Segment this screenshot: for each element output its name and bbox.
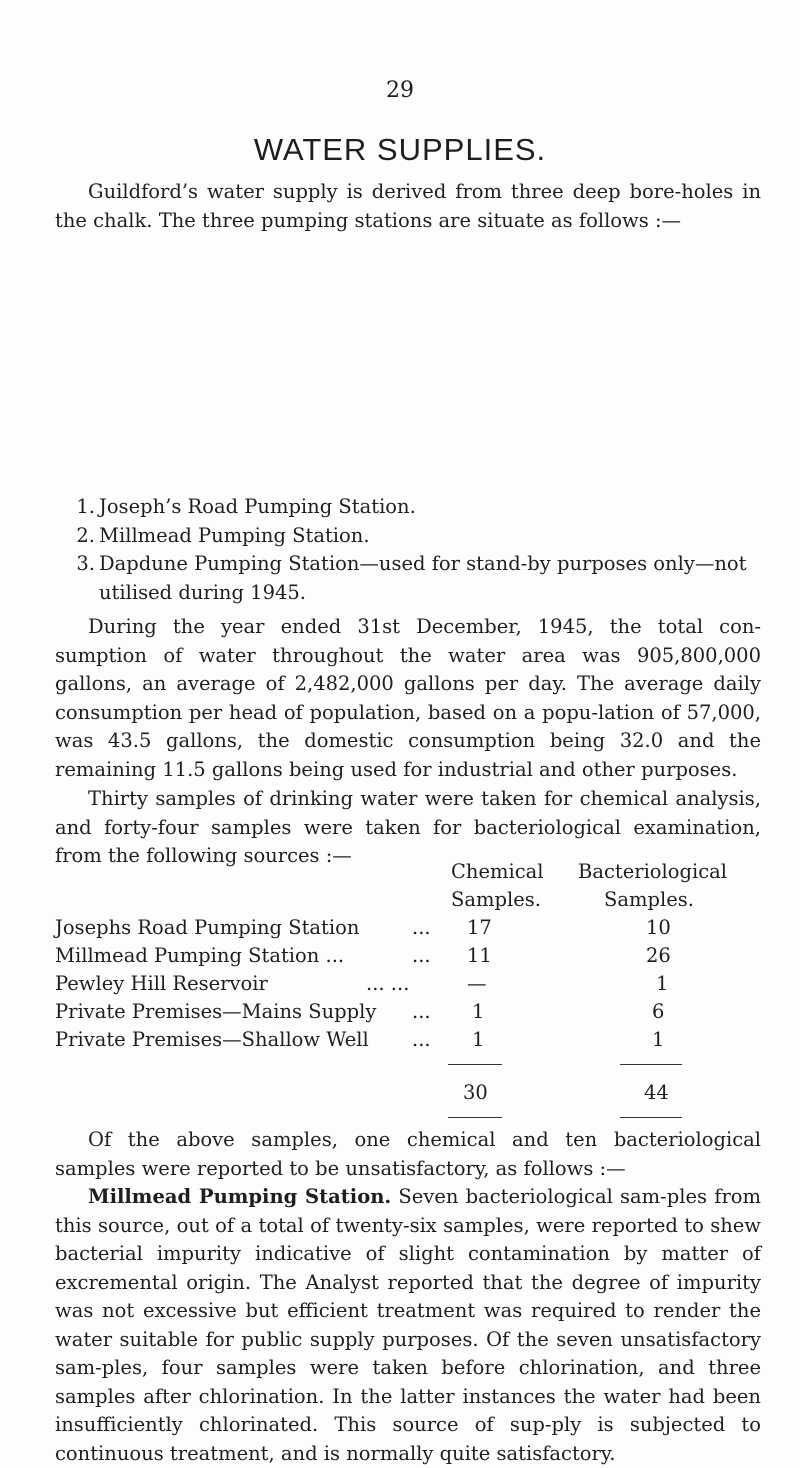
row-source: Pewley Hill Reservoir [55,972,268,995]
row-leader-dots: ... [412,1000,431,1023]
row-chemical-value: 17 [467,916,492,939]
row-bacteriological-value: 6 [652,1000,665,1023]
row-source: Josephs Road Pumping Station [55,916,360,939]
samples-intro-paragraph: Thirty samples of drinking water were taken for chemical analysis, and forty-four samples were taken for bacteriological examination, from the following sources :— [55,787,761,867]
total-bacteriological: 44 [644,1081,669,1104]
row-source: Millmead Pumping Station ... [55,944,345,967]
list-item: 3 . Dapdune Pumping Station—used for stand-by purposes only—not utilised during 1945. [55,550,761,607]
total-rule-top-bacteriological [620,1064,682,1065]
millmead-paragraph [55,1183,761,1468]
row-bacteriological-value: 1 [652,1028,665,1051]
total-rule-bottom-bacteriological [620,1117,682,1118]
row-source: Private Premises—Shallow Well [55,1028,369,1051]
total-rule-top-chemical [448,1064,502,1065]
row-source: Private Premises—Mains Supply [55,1000,377,1023]
unsatisfactory-paragraph: Of the above samples, one chemical and ten bacteriological samples were reported to be unsatisfactory, as follows :— [55,1128,761,1180]
row-bacteriological-value: 1 [656,972,669,995]
list-item: 2 . Millmead Pumping Station. [55,522,761,551]
row-leader-dots: ... [412,916,431,939]
total-chemical: 30 [463,1081,488,1104]
page-number: 29 [386,78,414,103]
list-item: 1 . Joseph’s Road Pumping Station. [55,493,761,522]
column-subheader-chemical: Samples. [451,888,541,911]
intro-paragraph: Guildford’s water supply is derived from three deep bore-holes in the chalk. The three pumping stations are situate as follows :— [55,180,761,232]
row-bacteriological-value: 10 [646,916,671,939]
millmead-text: Seven bacteriological sam-ples from this source, out of a total of twenty-six samples, were reported to shew bacterial impurity indicative of slight contamination by matter of excremental origin. The Analyst reported that the degree of impurity was not excessive but efficient treatment was required to render the water suitable for public supply purposes. Of the seven unsatisfactory sam-ples, four samples were taken before chlorination, and three samples after chlorination. In the latter instances the water had been insufficiently chlorinated. This source of sup-ply is subjected to continuous treatment, and is normally quite satisfactory. [55,1185,762,1465]
consumption-paragraph: During the year ended 31st December, 1945, the total con-sumption of water throughout the water area was 905,800,000 gallons, an average of 2,482,000 gallons per day. The average daily consumption per head of population, based on a popu-lation of 57,000, was 43.5 gallons, the domestic consumption being 32.0 and the remaining 11.5 gallons being used for industrial and other purposes. [55,615,761,781]
row-leader-dots: ... [412,944,431,967]
column-subheader-bacteriological: Samples. [604,888,694,911]
stations-list [55,493,761,607]
row-chemical-value: 11 [467,944,492,967]
row-chemical-value: 1 [472,1028,485,1051]
row-bacteriological-value: 26 [646,944,671,967]
column-header-chemical: Chemical [451,860,544,883]
row-chemical-value: 1 [472,1000,485,1023]
row-leader-dots: ... [412,1028,431,1051]
total-rule-bottom-chemical [448,1117,502,1118]
row-chemical-value: — [467,972,487,995]
page-title: WATER SUPPLIES. [253,132,547,167]
row-leader-dots: ... ... [366,972,410,995]
column-header-bacteriological: Bacteriological [578,860,728,883]
millmead-heading: Millmead Pumping Station. [88,1185,392,1208]
